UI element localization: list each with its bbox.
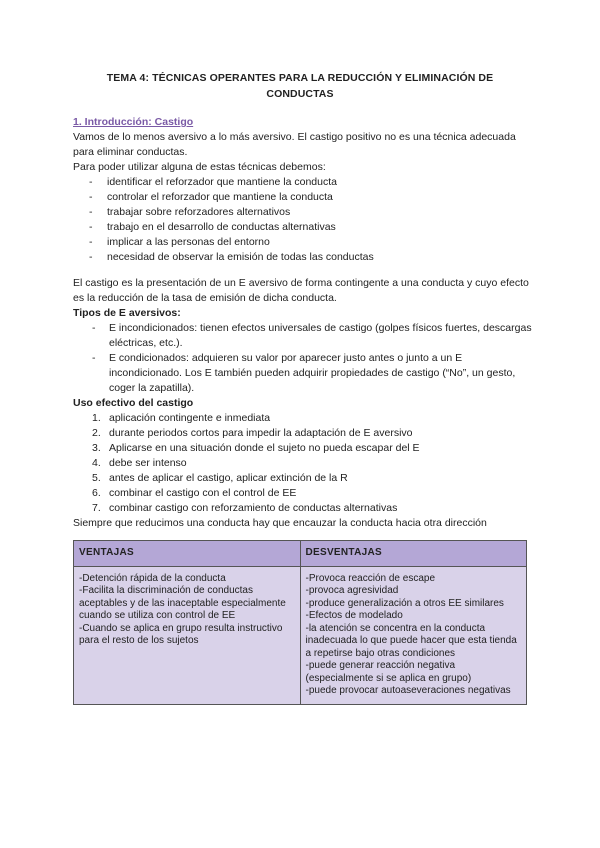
list-item: - E condicionados: adquieren su valor por aparecer justo antes o junto a un E incondicionado. Los E también pueden adquirir propiedades de castigo (“No”, un gesto, coger la zapatilla). — [73, 351, 533, 396]
section-definition — [73, 276, 533, 531]
section-heading: 1. Introducción: Castigo — [73, 116, 194, 128]
header-desventajas: DESVENTAJAS — [300, 541, 527, 567]
list-item: - implicar a las personas del entorno — [73, 235, 533, 250]
list-item: 3. Aplicarse en una situación donde el sujeto no pueda escapar del E — [92, 442, 420, 454]
ventajas-cell: -Detención rápida de la conducta -Facilita la discriminación de conductas aceptables y de las inaceptable especialmente cuando se utiliza con control de EE -Cuando se aplica en grupo resulta instructivo para el resto de los sujetos — [74, 566, 301, 704]
steps-list — [73, 175, 533, 265]
list-item: - controlar el reforzador que mantiene la conducta — [73, 190, 533, 205]
list-item: 1. aplicación contingente e inmediata — [92, 412, 271, 424]
use-list — [73, 411, 533, 516]
types-list — [73, 321, 533, 396]
list-item: - trabajo en el desarrollo de conductas alternativas — [73, 220, 533, 235]
list-item: - identificar el reforzador que mantiene la conducta — [73, 175, 533, 190]
desventajas-cell: -Provoca reacción de escape -provoca agresividad -produce generalización a otros EE similares -Efectos de modelado -la atención se concentra en la conducta inadecuada lo que puede hacer que esta tienda a repetirse bajo otras condiciones -puede generar reacción negativa (especialmente si se aplica en grupo) -puede provocar autoaseveraciones negativas — [300, 566, 527, 704]
list-item: 6. combinar el castigo con el control de EE — [92, 487, 297, 499]
document-title: TEMA 4: TÉCNICAS OPERANTES PARA LA REDUCCIÓN Y ELIMINACIÓN DE CONDUCTAS — [106, 72, 494, 100]
list-item: 5. antes de aplicar el castigo, aplicar extinción de la R — [92, 472, 348, 484]
list-item: - E incondicionados: tienen efectos universales de castigo (golpes físicos fuertes, descargas eléctricas, etc.). — [73, 321, 533, 351]
definition-paragraph: El castigo es la presentación de un E aversivo de forma contingente a una conducta y cuyo efecto es la reducción de la tasa de emisión de dicha conducta. — [73, 277, 529, 304]
comparison-table — [73, 540, 527, 705]
list-item: 4. debe ser intenso — [92, 457, 187, 469]
table-row — [74, 566, 527, 704]
header-ventajas: VENTAJAS — [74, 541, 301, 567]
table-header-row — [74, 541, 527, 567]
closing-paragraph: Siempre que reducimos una conducta hay que encauzar la conducta hacia otra dirección — [73, 517, 487, 529]
list-item: 2. durante periodos cortos para impedir la adaptación de E aversivo — [92, 427, 413, 439]
use-heading: Uso efectivo del castigo — [73, 397, 194, 409]
list-item: - necesidad de observar la emisión de todas las conductas — [73, 250, 533, 265]
list-item: 7. combinar castigo con reforzamiento de conductas alternativas — [92, 502, 398, 514]
lead-paragraph: Para poder utilizar alguna de estas técnicas debemos: — [73, 161, 326, 173]
section-intro — [73, 115, 533, 265]
types-heading: Tipos de E aversivos: — [73, 307, 181, 319]
intro-paragraph: Vamos de lo menos aversivo a lo más aversivo. El castigo positivo no es una técnica adecuada para eliminar conductas. — [73, 131, 516, 158]
list-item: - trabajar sobre reforzadores alternativos — [73, 205, 533, 220]
